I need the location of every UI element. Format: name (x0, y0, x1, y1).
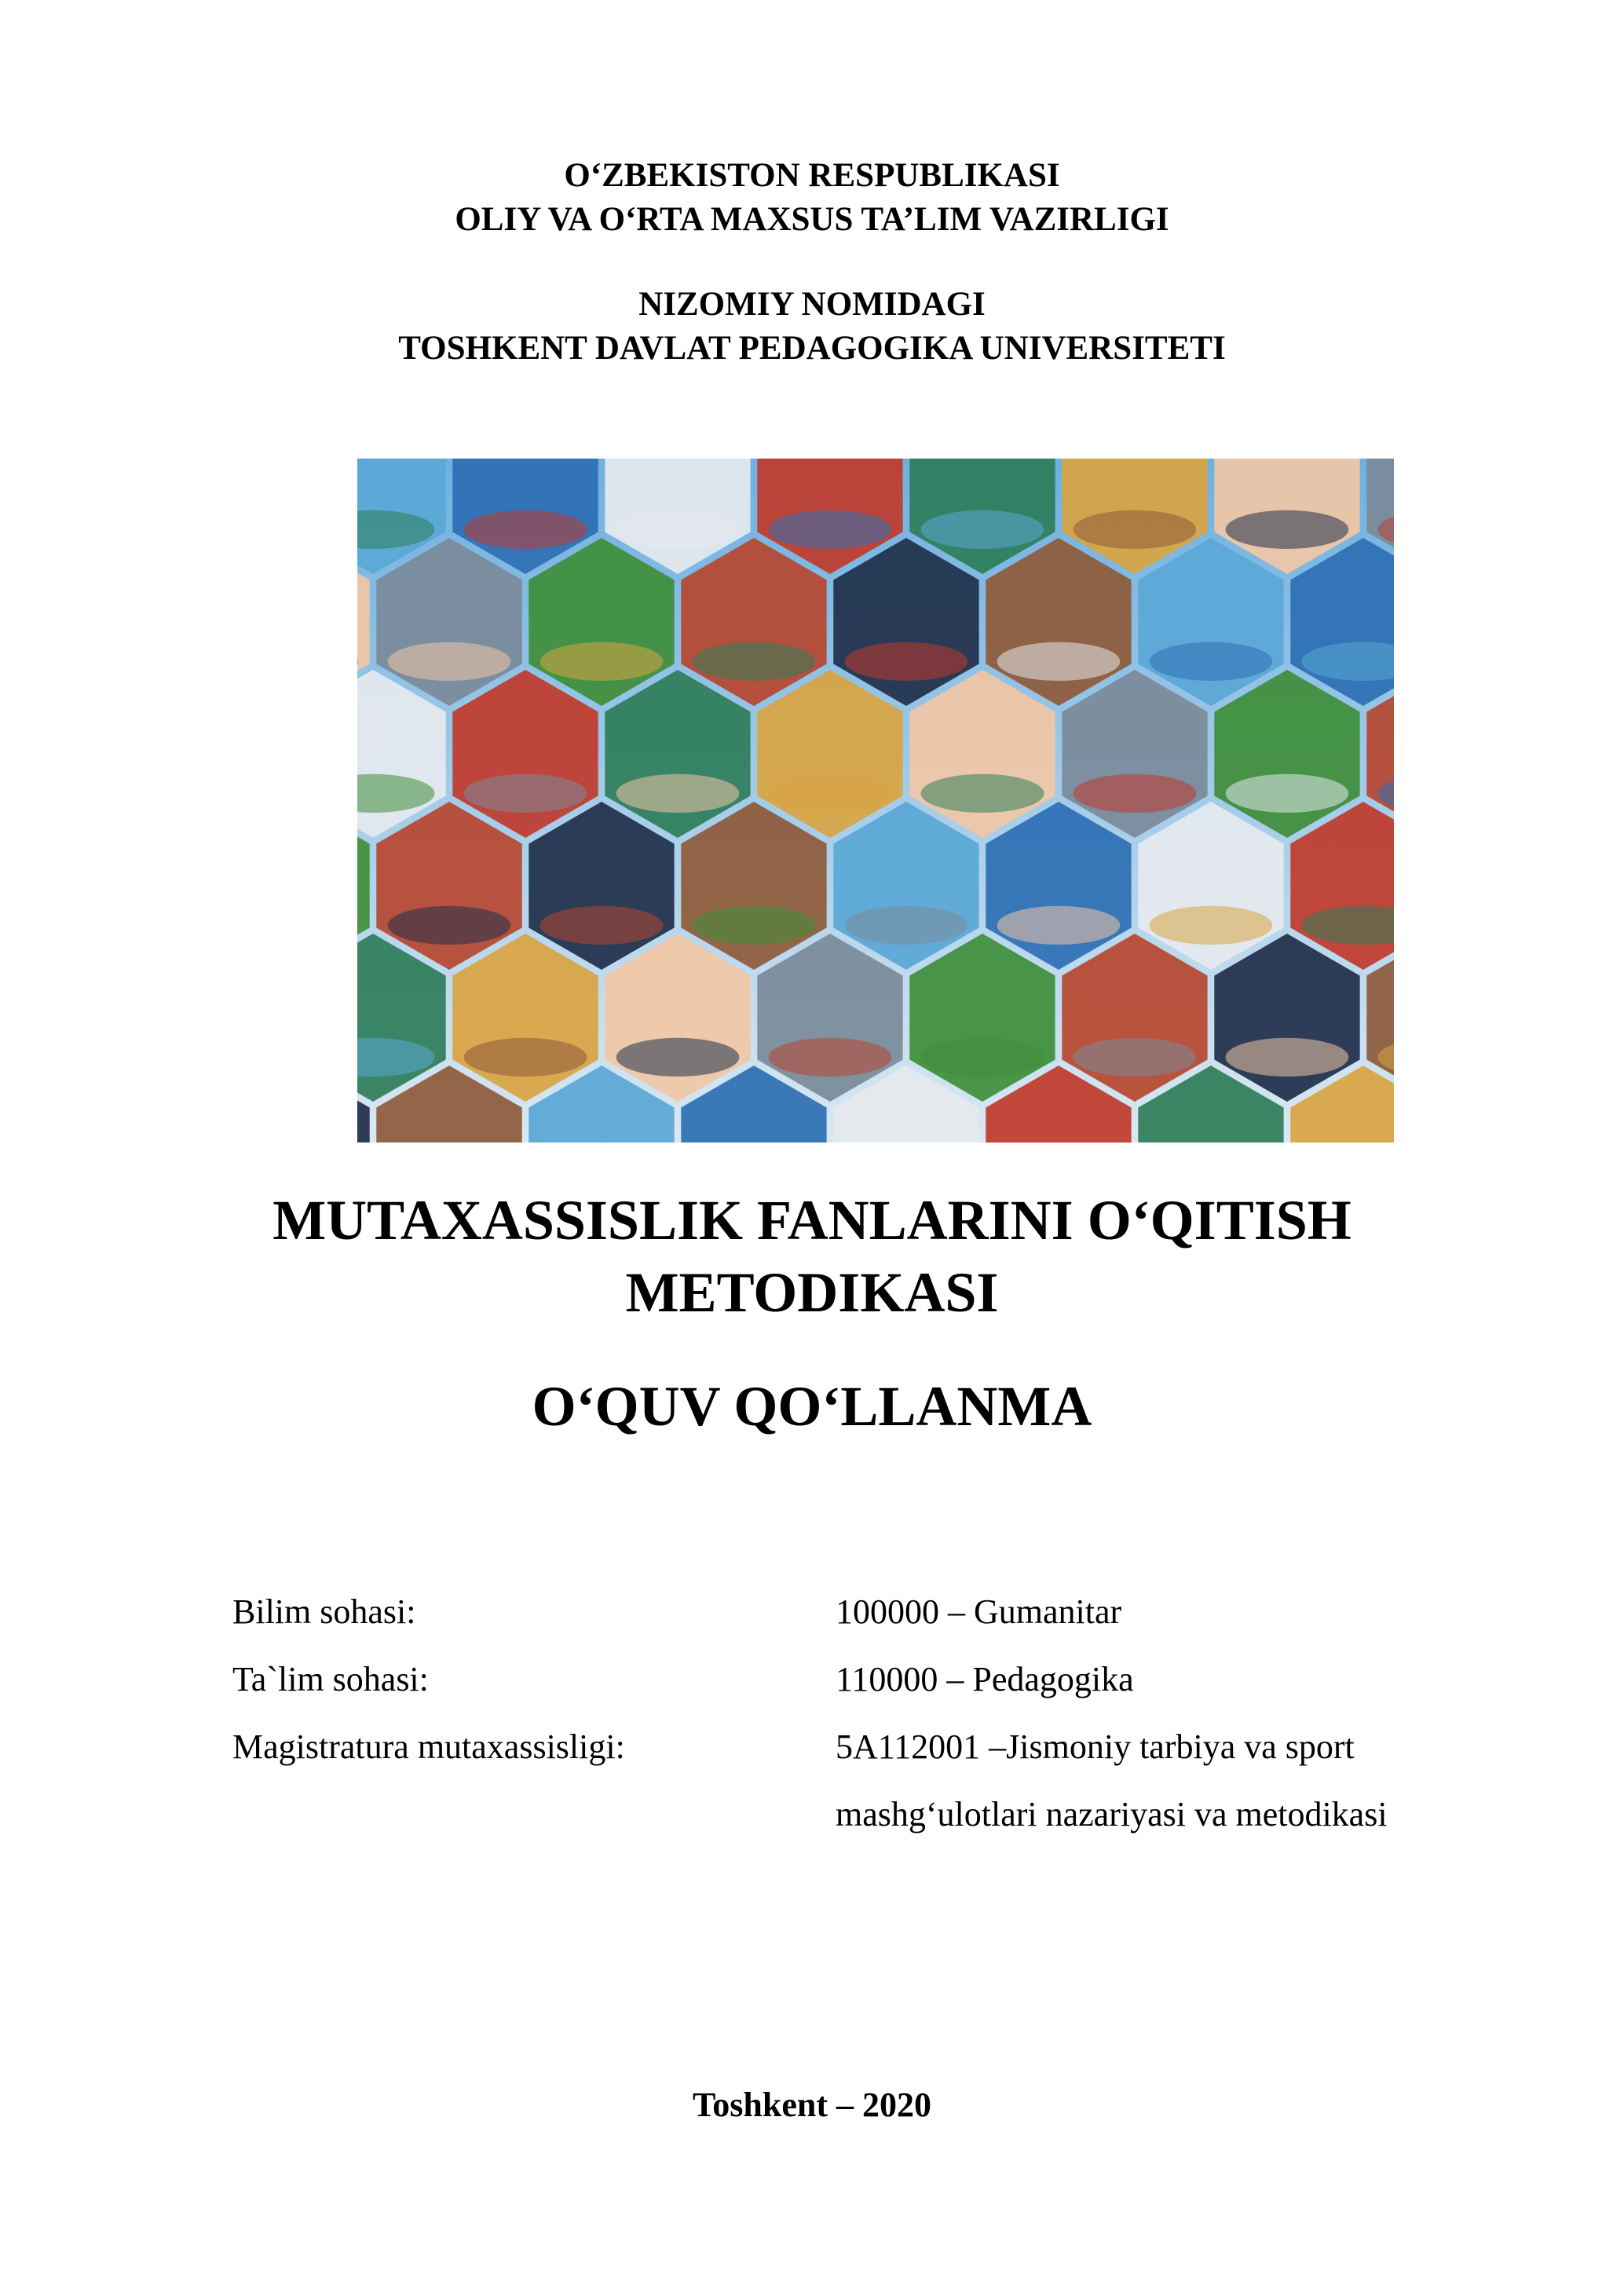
collage-hex-detail (845, 642, 968, 681)
collage-hex-detail (921, 774, 1044, 813)
collage-hex-detail (921, 510, 1044, 549)
collage-hex-detail (540, 642, 664, 681)
title-line-2: METODIKASI (625, 1261, 999, 1324)
collage-hex-detail (616, 774, 740, 813)
collage-hex-detail (1226, 510, 1349, 549)
header-line-university: TOSHKENT DAVLAT PEDAGOGIKA UNIVERSITETI (398, 330, 1226, 367)
collage-hex-detail (1074, 1038, 1197, 1077)
collage-hex-detail (921, 1038, 1044, 1077)
collage-hex-detail (464, 774, 587, 813)
collage-hex-detail (997, 642, 1121, 681)
info-value-knowledge-field: 100000 – Gumanitar (836, 1592, 1122, 1631)
info-label-master-specialty: Magistratura mutaxassisligi: (232, 1727, 625, 1766)
info-label-education-field: Ta`lim sohasi: (232, 1660, 429, 1698)
book-type: O‘QUV QO‘LLANMA (532, 1375, 1092, 1438)
city-year-footer: Toshkent – 2020 (692, 2086, 932, 2124)
collage-hex-detail (464, 510, 587, 549)
collage-hex-detail (769, 1038, 892, 1077)
collage-hex-detail (1226, 1038, 1349, 1077)
collage-hex-detail (1150, 906, 1273, 945)
collage-hex-detail (1074, 510, 1197, 549)
sports-collage-image (357, 459, 1394, 1143)
collage-hex-detail (616, 510, 740, 549)
header-line-republic: O‘ZBEKISTON RESPUBLIKASI (564, 157, 1060, 194)
collage-hex-detail (997, 906, 1121, 945)
collage-hex-detail (769, 510, 892, 549)
collage-hex-detail (693, 906, 816, 945)
collage-hex-detail (1074, 774, 1197, 813)
info-value-master-specialty-continued: mashg‘ulotlari nazariyasi va metodikasi (836, 1795, 1388, 1834)
collage-hex-detail (616, 1038, 740, 1077)
collage-hex-detail (388, 642, 511, 681)
collage-hex-detail (1226, 774, 1349, 813)
info-value-master-specialty: 5A112001 –Jismoniy tarbiya va sport (836, 1727, 1355, 1766)
header-line-named-after: NIZOMIY NOMIDAGI (638, 286, 986, 323)
collage-hex-detail (693, 642, 816, 681)
collage-hex-grid (357, 459, 1394, 1143)
header-line-ministry: OLIY VA O‘RTA MAXSUS TA’LIM VAZIRLIGI (455, 201, 1169, 238)
book-title (0, 1184, 1624, 1329)
university-header (0, 283, 1624, 371)
collage-hex-detail (1150, 642, 1273, 681)
title-line-1: MUTAXASSISLIK FANLARINI O‘QITISH (272, 1189, 1352, 1252)
collage-hex-detail (769, 774, 892, 813)
collage-hex-detail (540, 906, 664, 945)
collage-hex-detail (464, 1038, 587, 1077)
info-label-knowledge-field: Bilim sohasi: (232, 1592, 416, 1631)
collage-hex-detail (388, 906, 511, 945)
ministry-header (0, 154, 1624, 242)
collage-hex-detail (845, 906, 968, 945)
info-value-education-field: 110000 – Pedagogika (836, 1660, 1134, 1698)
